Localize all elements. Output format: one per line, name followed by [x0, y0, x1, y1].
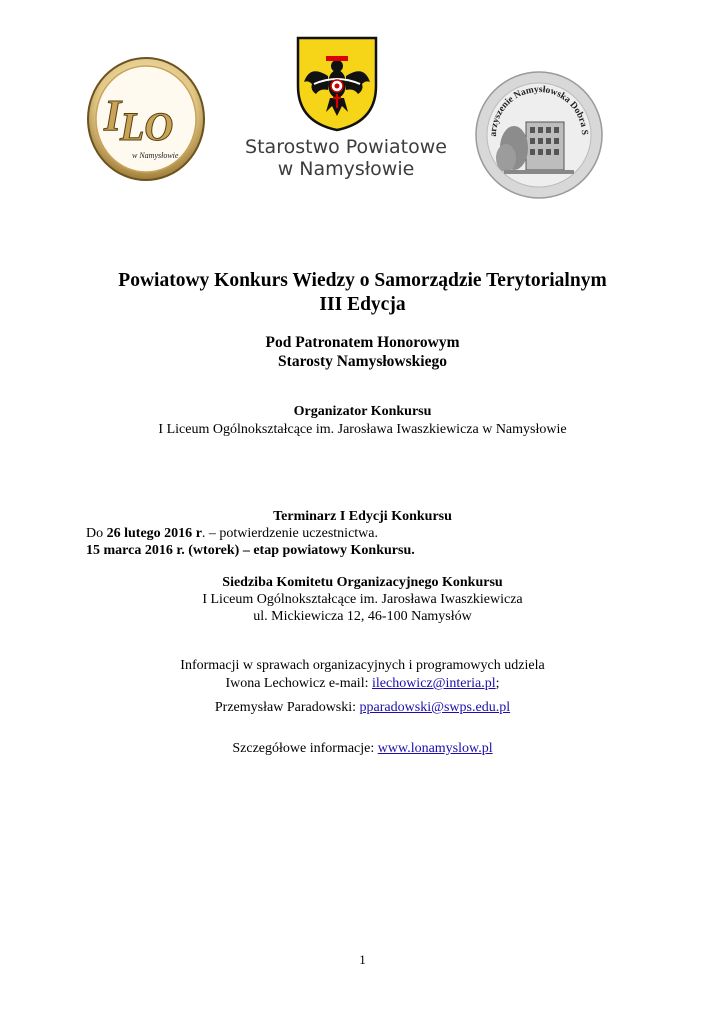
- document-title: Powiatowy Konkurs Wiedzy o Samorządzie Terytorialnym: [118, 270, 607, 291]
- page-number: 1: [359, 952, 366, 967]
- schedule-item-1-rest: . – potwierdzenie uczestnictwa.: [201, 526, 378, 541]
- svg-text:w Namysłowie: w Namysłowie: [132, 151, 179, 160]
- school-logo: [86, 56, 206, 182]
- starostwo-line1: Starostwo Powiatowe: [245, 136, 447, 158]
- seat-line1: I Liceum Ogólnokształcące im. Jarosława Iwaszkiewicza: [202, 592, 523, 607]
- schedule-item-1-r: r: [192, 526, 202, 541]
- edition-title: III Edycja: [319, 294, 406, 315]
- starostwo-logo-text: [236, 136, 456, 180]
- schedule-item-1: [86, 526, 378, 542]
- starostwo-line2: w Namysłowie: [277, 158, 415, 180]
- info-intro: Informacji w sprawach organizacyjnych i programowych udziela: [180, 658, 545, 673]
- schedule-item-1-date: 26 lutego 2016: [106, 526, 193, 541]
- info-contact-2: [0, 700, 725, 716]
- seat-address: ul. Mickiewicza 12, 46-100 Namysłów: [253, 609, 472, 624]
- patronage-line2: Starosty Namysłowskiego: [278, 353, 447, 370]
- info-website: [0, 741, 725, 757]
- schedule-item-1-prefix: Do: [86, 526, 107, 541]
- association-logo: [474, 70, 604, 200]
- schedule-item-2: 15 marca 2016 r. (wtorek) – etap powiatowy Konkursu.: [86, 543, 415, 558]
- contact-1-suffix: ;: [495, 676, 500, 691]
- svg-text:LO: LO: [120, 104, 174, 149]
- website-link[interactable]: www.lonamyslow.pl: [377, 741, 493, 756]
- svg-text:I: I: [104, 91, 122, 140]
- contact-2-label: Przemysław Paradowski:: [214, 700, 360, 715]
- coat-of-arms-icon: [296, 36, 378, 132]
- email-link-paradowski[interactable]: pparadowski@swps.edu.pl: [359, 700, 511, 715]
- organizer-value: I Liceum Ogólnokształcące im. Jarosława Iwaszkiewicza w Namysłowie: [158, 422, 567, 437]
- contact-1-label: Iwona Lechowicz e-mail:: [225, 676, 372, 691]
- website-label: Szczegółowe informacje:: [232, 741, 378, 756]
- patronage-line1: Pod Patronatem Honorowym: [265, 334, 460, 351]
- organizer-heading: Organizator Konkursu: [293, 404, 432, 419]
- schedule-heading: Terminarz I Edycji Konkursu: [273, 509, 452, 524]
- seat-heading: Siedziba Komitetu Organizacyjnego Konkursu: [222, 575, 503, 590]
- email-link-lechowicz[interactable]: ilechowicz@interia.pl: [371, 676, 496, 691]
- svg-text:Stowarzyszenie Namysłowska Dob: arzyszenie Namysłowska Dobra S: [488, 84, 590, 137]
- info-contact-1: [0, 676, 725, 692]
